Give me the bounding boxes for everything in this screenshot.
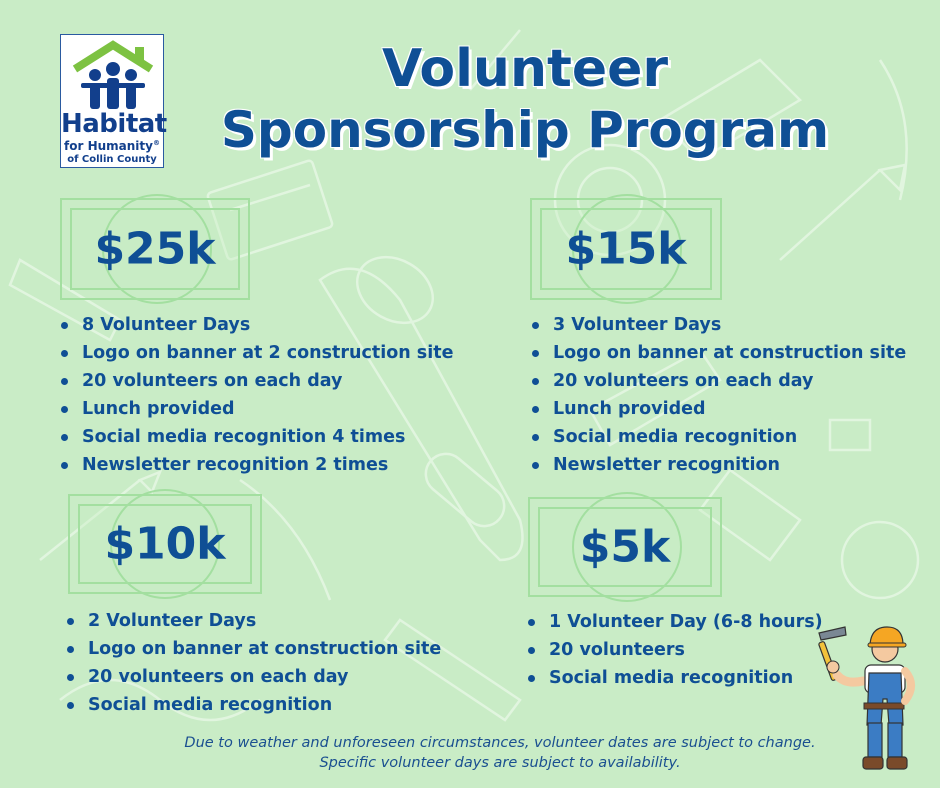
tier-15k-bill — [530, 198, 722, 300]
list-item: Newsletter recognition — [528, 451, 906, 479]
logo-county: of Collin County — [67, 154, 157, 165]
logo-tagline: for Humanity® — [64, 139, 160, 153]
logo-name: Habitat — [61, 109, 167, 139]
disclaimer-line-1: Due to weather and unforeseen circumstances, volunteer dates are subject to change. — [184, 735, 816, 751]
tier-15k-benefits — [528, 311, 906, 479]
tier-amount: $15k — [565, 223, 687, 275]
list-item: Lunch provided — [528, 395, 906, 423]
tier-amount: $25k — [94, 223, 216, 275]
tier-25k-benefits — [57, 311, 453, 479]
list-item: Social media recognition — [524, 664, 823, 692]
disclaimer-line-2: Specific volunteer days are subject to availability. — [319, 755, 681, 771]
list-item: Logo on banner at 2 construction site — [57, 339, 453, 367]
tier-amount: $10k — [104, 518, 226, 570]
list-item: Newsletter recognition 2 times — [57, 451, 453, 479]
list-item: 2 Volunteer Days — [63, 607, 441, 635]
page-title — [175, 38, 875, 160]
tier-25k-bill — [60, 198, 250, 300]
list-item: Social media recognition — [528, 423, 906, 451]
list-item: Logo on banner at construction site — [528, 339, 906, 367]
title-line-1: Volunteer — [381, 39, 669, 99]
list-item: Social media recognition 4 times — [57, 423, 453, 451]
tier-5k-benefits — [524, 608, 823, 692]
list-item: 1 Volunteer Day (6-8 hours) — [524, 608, 823, 636]
list-item: Lunch provided — [57, 395, 453, 423]
list-item: 20 volunteers on each day — [528, 367, 906, 395]
list-item: 20 volunteers — [524, 636, 823, 664]
disclaimer — [150, 733, 850, 773]
tier-amount: $5k — [579, 521, 671, 573]
list-item: Social media recognition — [63, 691, 441, 719]
tier-5k-bill — [528, 497, 722, 597]
tier-10k-bill — [68, 494, 262, 594]
tier-10k-benefits — [63, 607, 441, 719]
list-item: 8 Volunteer Days — [57, 311, 453, 339]
habitat-house-figures-icon — [69, 39, 157, 111]
list-item: 20 volunteers on each day — [57, 367, 453, 395]
list-item: 3 Volunteer Days — [528, 311, 906, 339]
list-item: Logo on banner at construction site — [63, 635, 441, 663]
title-line-2: Sponsorship Program — [220, 101, 830, 160]
list-item: 20 volunteers on each day — [63, 663, 441, 691]
habitat-logo — [60, 34, 167, 168]
